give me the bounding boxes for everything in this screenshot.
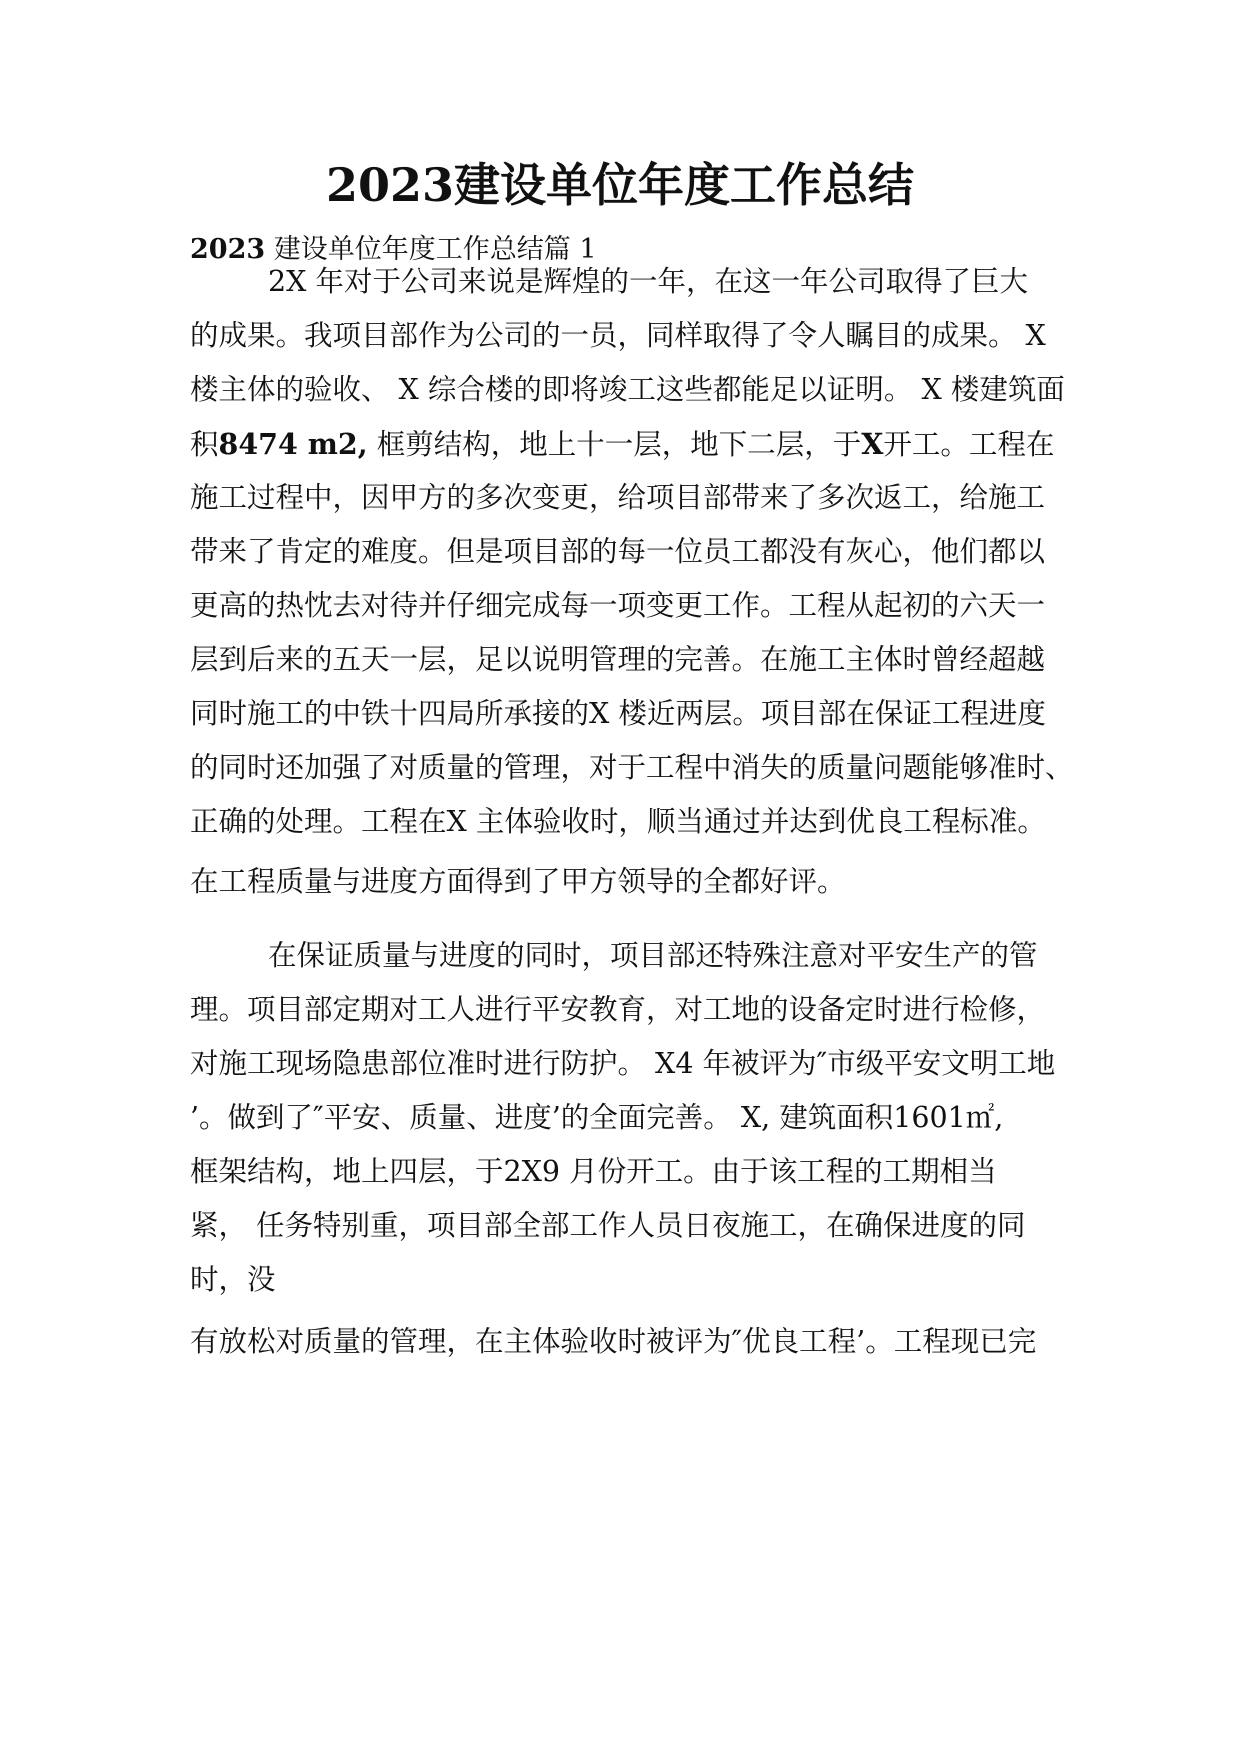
paragraph-line: 层到后来的五天一层，足以说明管理的完善。在施工主体时曾经超越 [190, 643, 1046, 676]
paragraph-line: 在工程质量与进度方面得到了甲方领导的全都好评。 [190, 865, 846, 898]
paragraph-line: 更高的热忱去对待并仔细完成每一项变更工作。工程从起初的六天一 [190, 589, 1046, 622]
paragraph-line: 时，没 [190, 1263, 276, 1296]
paragraph-line: 对施工现场隐患部位准时进行防护。 X4 年被评为″市级平安文明工地 [190, 1047, 1056, 1080]
text-run: 开工。工程在 [883, 428, 1055, 461]
paragraph-line: 框架结构，地上四层，于2X9 月份开工。由于该工程的工期相当 [190, 1155, 997, 1188]
text-run-bold: X [861, 427, 884, 461]
paragraph-line: ’。做到了″平安、质量、进度’的全面完善。 X, 建筑面积1601㎡, [190, 1101, 1004, 1134]
paragraph-line: 施工过程中，因甲方的多次变更，给项目部带来了多次返工，给施工 [190, 481, 1046, 514]
paragraph-line: 的同时还加强了对质量的管理，对于工程中消失的质量问题能够准时、 [190, 751, 1074, 784]
paragraph-line: 在保证质量与进度的同时，项目部还特殊注意对平安生产的管 [268, 939, 1038, 972]
document-title: 2023建设单位年度工作总结 [325, 158, 915, 212]
paragraph-line: 2X 年对于公司来说是辉煌的一年，在这一年公司取得了巨大 [268, 265, 1028, 298]
section-heading-text: 建设单位年度工作总结篇 1 [265, 234, 597, 265]
area-value: 8474 m2, [218, 427, 368, 461]
paragraph-line: 紧， 任务特别重，项目部全部工作人员日夜施工，在确保进度的同 [190, 1209, 1026, 1242]
text-run: 积 [190, 428, 219, 461]
paragraph-line: 正确的处理。工程在X 主体验收时，顺当通过并达到优良工程标准。 [190, 805, 1046, 838]
section-heading-year: 2023 [190, 234, 266, 265]
paragraph-line: 的成果。我项目部作为公司的一员，同样取得了令人瞩目的成果。 X [190, 319, 1046, 352]
paragraph-line: 楼主体的验收、 X 综合楼的即将竣工这些都能足以证明。 X 楼建筑面 [190, 373, 1065, 406]
paragraph-line: 同时施工的中铁十四局所承接的X 楼近两层。项目部在保证工程进度 [190, 697, 1046, 730]
text-run: 框剪结构，地上十一层，地下二层，于 [367, 428, 862, 461]
paragraph-line: 有放松对质量的管理，在主体验收时被评为″优良工程’。工程现已完 [190, 1325, 1037, 1358]
paragraph-line: 带来了肯定的难度。但是项目部的每一位员工都没有灰心，他们都以 [190, 535, 1046, 568]
paragraph-line [190, 424, 1054, 465]
paragraph-line: 理。项目部定期对工人进行平安教育，对工地的设备定时进行检修， [190, 993, 1046, 1026]
